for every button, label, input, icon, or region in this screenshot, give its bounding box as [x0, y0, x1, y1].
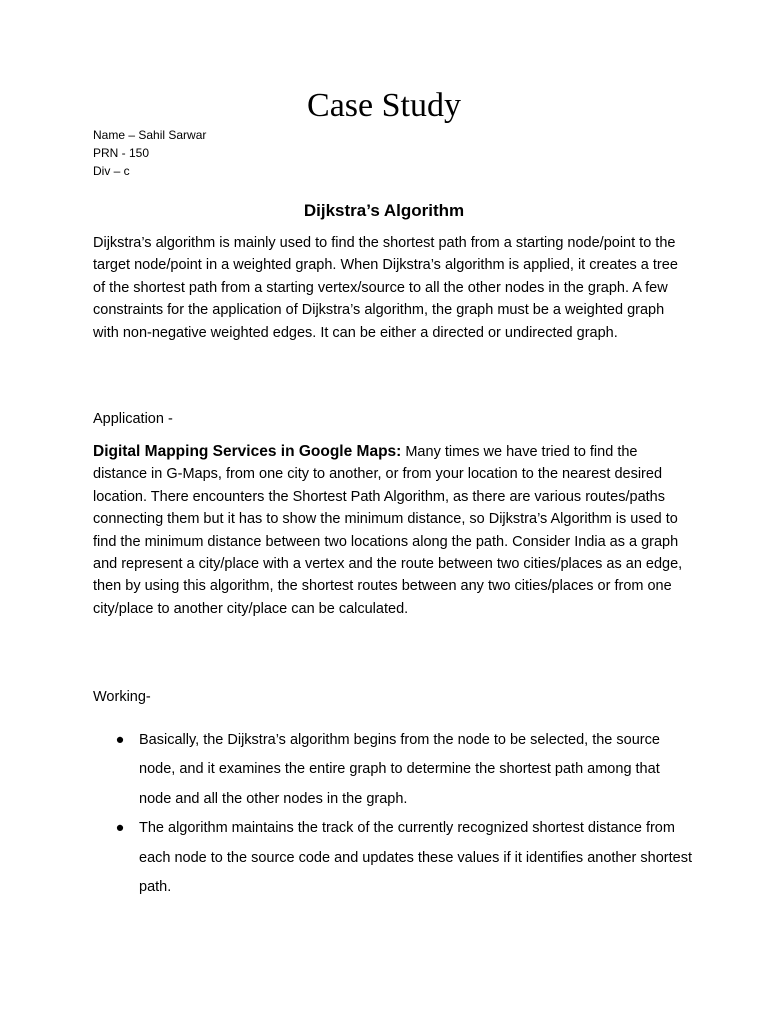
list-item — [93, 726, 693, 814]
application-paragraph — [93, 441, 683, 620]
section-heading: Dijkstra’s Algorithm — [303, 201, 465, 220]
bullet-text: Basically, the Dijkstra’s algorithm begins from the node to be selected, the source node, and it examines the entire graph to determine the shortest path among that node and all the other nodes in the graph. — [139, 732, 660, 807]
application-body: Many times we have tried to find the distance in G-Maps, from one city to another, or from your location to the nearest desired location. There encounters the Shortest Path Algorithm, as there are various routes/paths connecting them but it has to show the minimum distance, so Dijkstra’s Algorithm is used to find the minimum distance between two locations along the path. Consider India as a graph and represent a city/place with a vertex and the route between two cities/places as an edge, then by using this algorithm, the shortest routes between any two cities/places or from one city/place to another city/place can be calculated. — [93, 444, 683, 617]
intro-paragraph: Dijkstra’s algorithm is mainly used to find the shortest path from a starting node/point to the target node/point in a weighted graph. When Dijkstra’s algorithm is applied, it creates a tree of the shortest path from a starting vertex/source to all the other nodes in the graph. A few constraints for the application of Dijkstra’s algorithm, the graph must be a weighted graph with non-negative weighted edges. It can be either a directed or undirected graph. — [93, 235, 678, 341]
working-label: Working- — [93, 689, 151, 705]
author-name: Name – Sahil Sarwar — [93, 128, 207, 142]
author-prn: PRN - 150 — [93, 146, 150, 160]
document-title: Case Study — [307, 87, 461, 124]
bullet-icon: ● — [115, 820, 125, 837]
list-item — [93, 814, 693, 902]
author-details — [93, 126, 206, 180]
application-label: Application - — [93, 411, 173, 427]
bullet-text: The algorithm maintains the track of the currently recognized shortest distance from each node to the source code and updates these values if it identifies another shortest path. — [139, 820, 692, 896]
author-division: Div – c — [93, 164, 130, 178]
working-bullet-list — [93, 726, 693, 902]
application-lead: Digital Mapping Services in Google Maps: — [93, 443, 402, 460]
bullet-icon: ● — [115, 732, 125, 748]
